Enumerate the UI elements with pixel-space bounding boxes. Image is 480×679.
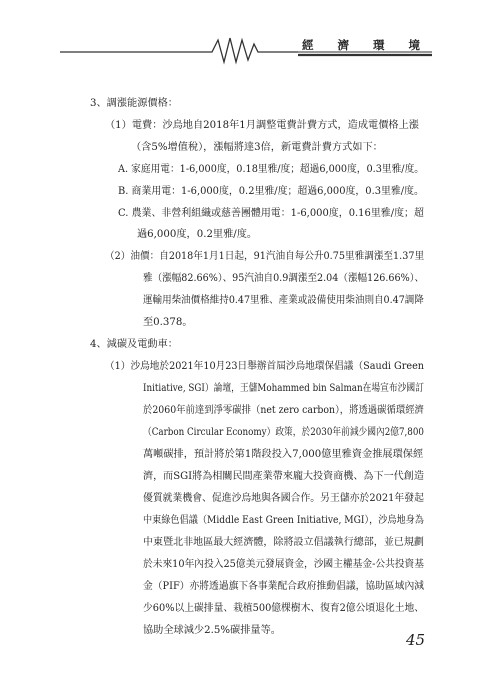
body-line: 中東暨北非地區最大經濟體，除將設立倡議執行總部，並已規劃 bbox=[143, 537, 424, 548]
section-label bbox=[302, 37, 420, 53]
list-item-a: A. 家庭用電：1-6,000度，0.18里雅/度；超過6,000度，0.3里雅/度。 bbox=[118, 164, 424, 175]
body-line: 協助全球減少2.5%碳排量等。 bbox=[143, 625, 281, 636]
list-item-b: B. 商業用電：1-6,000度，0.2里雅/度；超過6,000度，0.3里雅/度。 bbox=[118, 186, 424, 197]
body-line: Initiative, SGI）論壇，王儲Mohammed bin Salman在場宣布沙國訂 bbox=[143, 383, 424, 394]
body-line: 中東綠色倡議（Middle East Green Initiative, MGI），沙烏地身為 bbox=[143, 515, 424, 526]
body-line: 過6,000度，0.2里雅/度。 bbox=[137, 229, 258, 240]
body-line: 雅（漲幅82.66%）、95汽油自0.9調漲至2.04（漲幅126.66%）、 bbox=[143, 273, 425, 284]
heading-energy-prices: 3、調漲能源價格： bbox=[90, 98, 178, 109]
section-char: 濟 bbox=[337, 38, 349, 52]
body-line: （1）電費：沙烏地自2018年1月調整電費計費方式，造成電價格上漲 bbox=[105, 120, 419, 131]
body-line: （1）沙烏地於2021年10月23日舉辦首屆沙烏地環保倡議（Saudi Green bbox=[105, 361, 425, 372]
body-line: 金（PIF）亦將透過旗下各事業配合政府推動倡議，協助區域內減 bbox=[143, 581, 425, 592]
body-line: 運輸用柴油價格維持0.47里雅、產業或設備使用柴油則自0.47調降 bbox=[143, 295, 424, 306]
page-header bbox=[0, 0, 480, 70]
body-line: 至0.378。 bbox=[143, 317, 193, 328]
body-line: （Carbon Circular Economy）政策，於2030年前減少國內2億7,800 bbox=[143, 427, 424, 438]
section-char: 境 bbox=[408, 38, 420, 52]
list-item-c: C. 農業、非營利組織或慈善團體用電：1-6,000度，0.16里雅/度；超 bbox=[118, 208, 424, 219]
page-number: 45 bbox=[406, 631, 426, 649]
body-line: 萬噸碳排，預計將於第1階段投入7,000億里雅資金推展環保經 bbox=[143, 449, 424, 460]
body-line: （含5%增值稅），漲幅將達3倍，新電費計費方式如下： bbox=[131, 142, 383, 153]
body-line: 少60%以上碳排量、栽植500億棵樹木、復育2億公頃退化土地、 bbox=[143, 603, 425, 614]
heartbeat-line-icon bbox=[0, 0, 480, 70]
section-char: 環 bbox=[373, 38, 385, 52]
heading-carbon-ev: 4、減碳及電動車： bbox=[90, 339, 178, 350]
body-line: 優質就業機會、促進沙烏地與各國合作。另王儲亦於2021年發起 bbox=[143, 493, 424, 504]
body-line: （2）油價：自2018年1月1日起，91汽油自每公升0.75里雅調漲至1.37里 bbox=[105, 251, 425, 262]
body-line: 於2060年前達到淨零碳排（net zero carbon），將透過碳循環經濟 bbox=[143, 405, 424, 416]
section-char: 經 bbox=[302, 38, 314, 52]
body-line: 濟，而SGI將為相關民間產業帶來龐大投資商機、為下一代創造 bbox=[143, 471, 424, 482]
body-line: 於未來10年內投入25億美元發展資金，沙國主權基金-公共投資基 bbox=[143, 559, 425, 570]
